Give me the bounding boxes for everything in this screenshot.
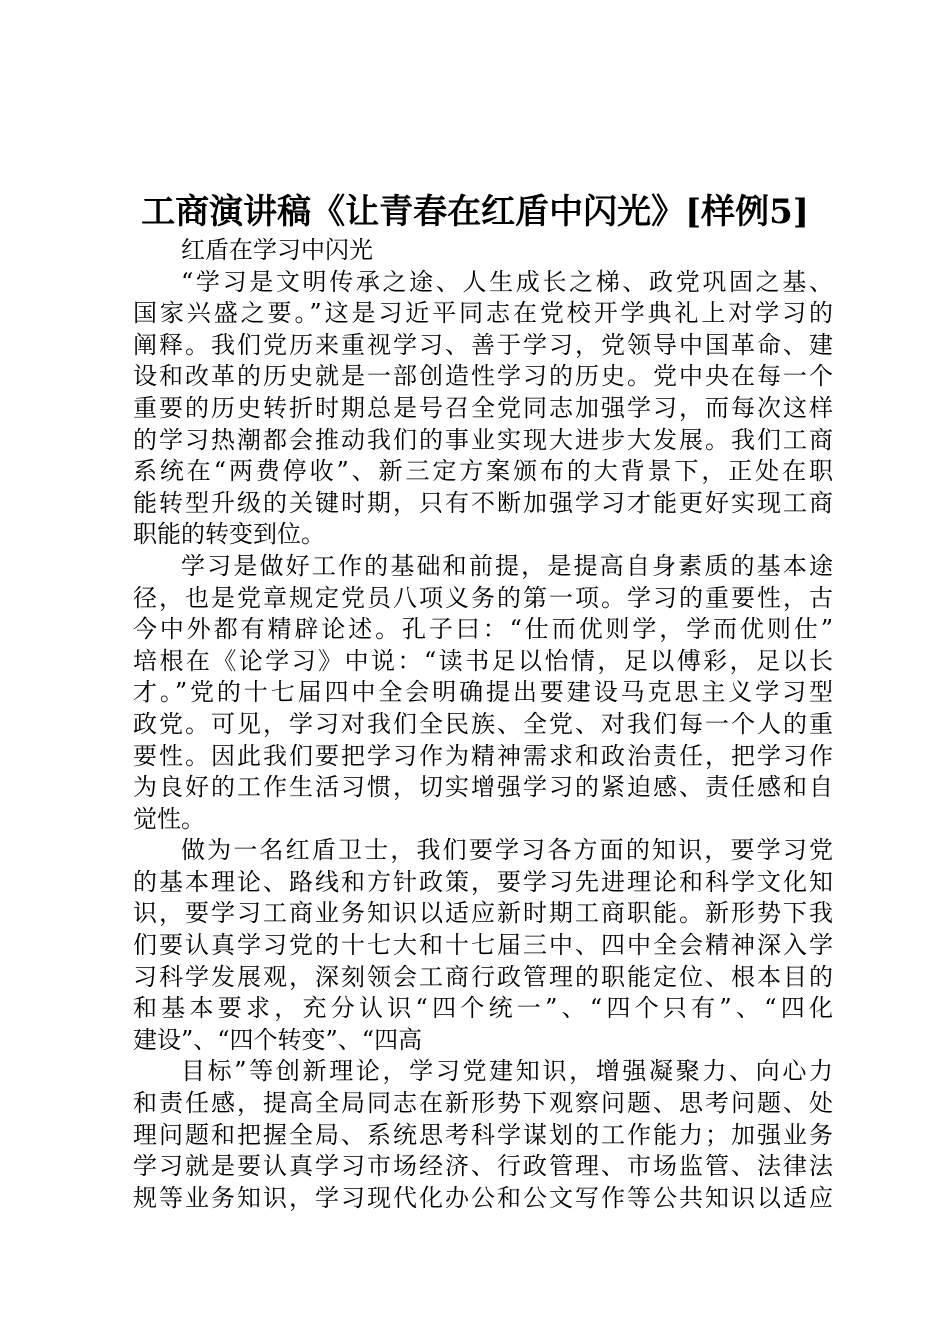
text-line: 政党。可见，学习对我们全民族、全党、对我们每一个人的重	[133, 709, 833, 738]
text-line: 识，要学习工商业务知识以适应新时期工商职能。新形势下我	[133, 899, 833, 928]
text-line: 系统在“两费停收”、新三定方案颁布的大背景下，正处在职	[133, 457, 833, 486]
text-line: 国家兴盛之要。”这是习近平同志在党校开学典礼上对学习的	[133, 299, 833, 328]
text-line: 才。”党的十七届四中全会明确提出要建设马克思主义学习型	[133, 678, 833, 707]
text-line: 要性。因此我们要把学习作为精神需求和政治责任，把学习作	[133, 741, 833, 770]
text-line: 目标”等创新理论，学习党建知识，增强凝聚力、向心力	[181, 1057, 833, 1086]
text-line: 觉性。	[133, 804, 205, 833]
text-line: 重要的历史转折时期总是号召全党同志加强学习，而每次这样	[133, 393, 833, 422]
text-line: 习科学发展观，深刻领会工商行政管理的职能定位、根本目的	[133, 962, 833, 991]
document-title: 工商演讲稿《让青春在红盾中闪光》[样例5]	[141, 192, 809, 232]
text-line: 为良好的工作生活习惯，切实增强学习的紧迫感、责任感和自	[133, 773, 833, 802]
text-line: 做为一名红盾卫士，我们要学习各方面的知识，要学习党	[181, 836, 833, 865]
text-line: 学习就是要认真学习市场经济、行政管理、市场监管、法律法	[133, 1152, 833, 1181]
text-line: 们要认真学习党的十七大和十七届三中、四中全会精神深入学	[133, 931, 833, 960]
text-line: 建设”、“四个转变”、“四高	[133, 1025, 423, 1054]
text-line: 规等业务知识，学习现代化办公和公文写作等公共知识以适应	[133, 1183, 833, 1212]
text-line: 和责任感，提高全局同志在新形势下观察问题、思考问题、处	[133, 1089, 833, 1118]
text-line: 设和改革的历史就是一部创造性学习的历史。党中央在每一个	[133, 362, 833, 391]
text-line: 红盾在学习中闪光	[181, 236, 373, 264]
text-line: 能转型升级的关键时期，只有不断加强学习才能更好实现工商	[133, 488, 833, 517]
text-line: 阐释。我们党历来重视学习、善于学习，党领导中国革命、建	[133, 330, 833, 359]
text-line: 的学习热潮都会推动我们的事业实现大进步大发展。我们工商	[133, 425, 833, 454]
text-line: 培根在《论学习》中说：“读书足以怡情，足以傅彩，足以长	[133, 646, 833, 675]
text-line: “学习是文明传承之途、人生成长之梯、政党巩固之基、	[181, 267, 833, 296]
text-line: 学习是做好工作的基础和前提，是提高自身素质的基本途	[181, 551, 833, 580]
text-line: 理问题和把握全局、系统思考科学谋划的工作能力；加强业务	[133, 1120, 833, 1149]
text-line: 和基本要求，充分认识“四个统一”、“四个只有”、“四化	[133, 994, 833, 1023]
document-body	[133, 235, 833, 1214]
text-line: 今中外都有精辟论述。孔子曰：“仕而优则学，学而优则仕”	[133, 615, 833, 644]
text-line: 的基本理论、路线和方针政策，要学习先进理论和科学文化知	[133, 867, 833, 896]
text-line: 径，也是党章规定党员八项义务的第一项。学习的重要性，古	[133, 583, 833, 612]
text-line: 职能的转变到位。	[133, 520, 325, 549]
